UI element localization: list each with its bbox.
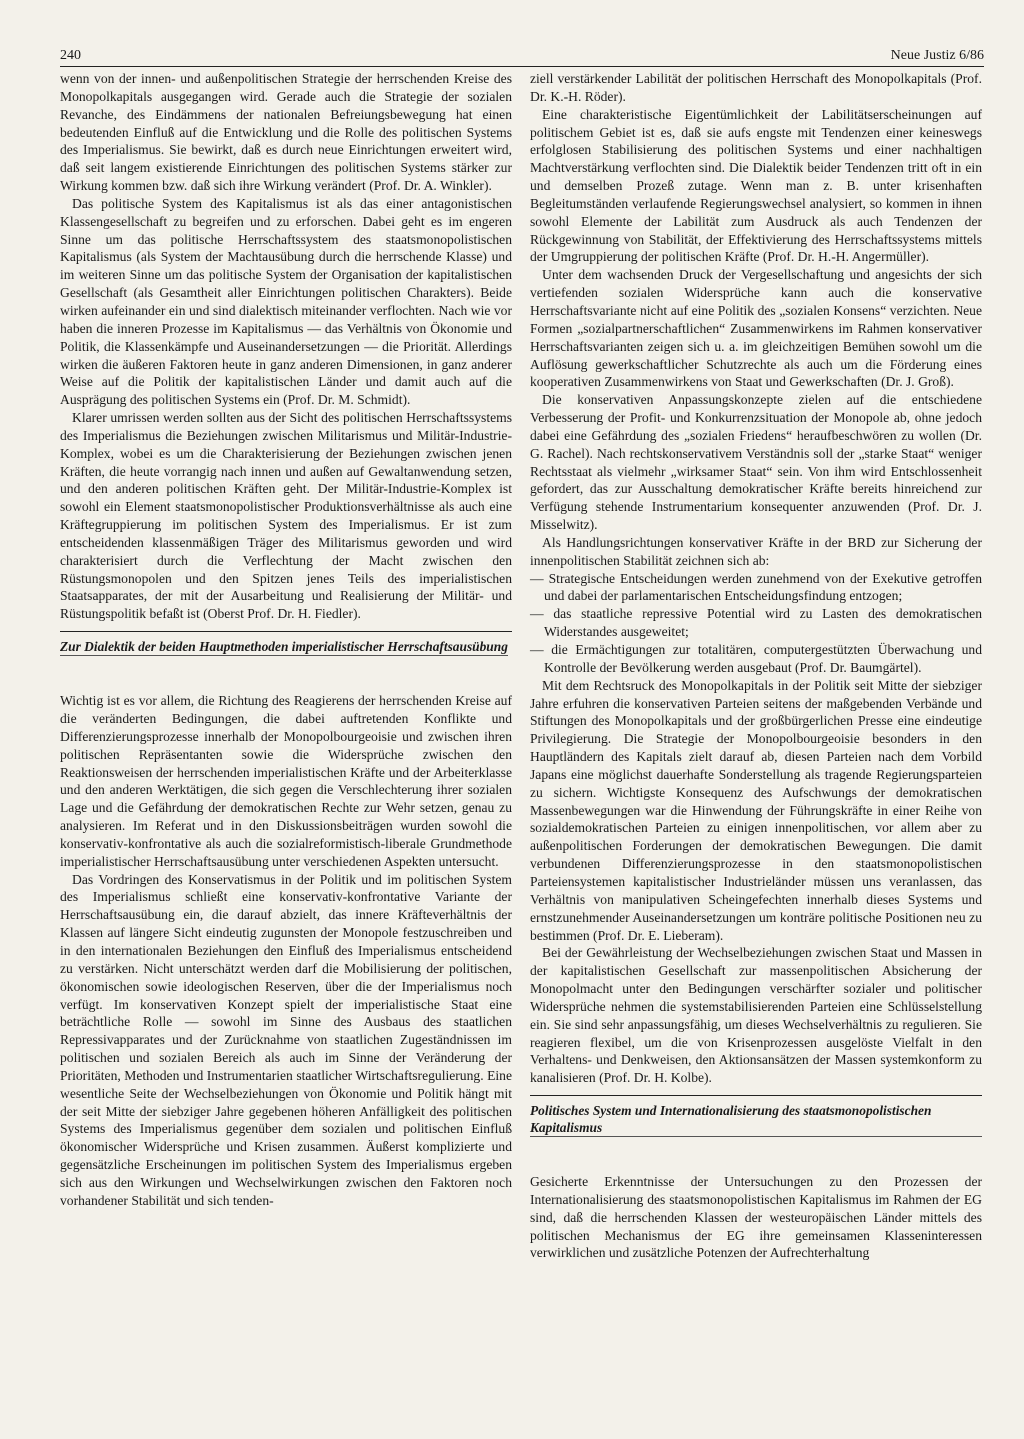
paragraph: Die konservativen Anpassungskonzepte zielen auf die entschiedene Verbesserung der Profit- und Konkurrenzsituation der Monopole ab, ohne jedoch dabei eine Gefährdung des „sozialen Friedens“ heraufbeschwören zu wollen (Dr. G. Rachel). Nach rechtskonservativem Verständnis soll der „starke Staat“ weniger Rechtsstaat als vielmehr „wirksamer Staat“ sein. Von ihm wird Entschlossenheit gefordert, das zur Ausschaltung demokratischer Kräfte bereits hinreichend zur Verfügung stehende Instrumentarium konsequenter anzuwenden (Prof. Dr. J. Misselwitz). (530, 392, 982, 533)
right-column (530, 70, 982, 1262)
bullet-list (530, 570, 982, 677)
journal-issue: Neue Justiz 6/86 (890, 48, 984, 63)
list-item: — die Ermächtigungen zur totalitären, computergestützten Überwachung und Kontrolle der Bevölkerung werden ausgebaut (Prof. Dr. Baumgärtel). (530, 641, 982, 677)
section-heading (530, 1095, 982, 1137)
list-item: — das staatliche repressive Potential wird zu Lasten des demokratischen Widerstandes ausgeweitet; (530, 605, 982, 641)
paragraph: Unter dem wachsenden Druck der Vergesellschaftung und angesichts der sich vertiefenden sozialen Widersprüche kann auch die konservative Herrschaftsvariante nicht auf eine Politik des „sozialen Konsens“ verzichten. Neue Formen „sozialpartnerschaftlichen“ Zusammenwirkens im Rahmen konservativer Herrschaftsvarianten zeigen sich u. a. im gleichzeitigen Bemühen sowohl um die Auflösung gewerkschaftlicher Schutzrechte als auch um die Förderung eines kooperativen Zusammenwirkens von Staat und Gewerkschaften (Dr. J. Groß). (530, 267, 982, 390)
page-number: 240 (60, 48, 81, 63)
list-item: — Strategische Entscheidungen werden zunehmend von der Exekutive getroffen und dabei der parlamentarischen Entscheidungsfindung entzogen; (530, 570, 982, 606)
section-heading (60, 631, 512, 656)
paragraph: Das politische System des Kapitalismus ist als das einer antagonistischen Klassengesellschaft zu begreifen und zu erforschen. Dabei geht es im engeren Sinne um das politische Herrschaftssystem des staatsmonopolistischen Kapitalismus (als System der Machtausübung durch die herrschende Klasse) und im weiteren Sinne um das politische System der Organisation der kapitalistischen Gesellschaft (als Gesamtheit aller Einrichtungen politischen Charakters). Beide wirken aufeinander ein und sind dialektisch miteinander verflochten. Nach wie vor haben die inneren Prozesse im Kapitalismus — das Verhältnis von Ökonomie und Politik, die Klassenkämpfe und Auseinandersetzungen — die Priorität. Allerdings wirken die äußeren Faktoren heute in ganz anderen Dimensionen, in ganz anderer Weise auf die Politik der kapitalistischen Länder und damit auch auf die Ausprägung des politischen Systems ein (Prof. Dr. M. Schmidt). (60, 195, 512, 408)
paragraph: Klarer umrissen werden sollten aus der Sicht des politischen Herrschaftssystems des Imperialismus die Beziehungen zwischen Militarismus und Militär-Industrie-Komplex, wobei es um die Charakterisierung der Beziehungen zwischen jenen Kräften, die heute vorrangig nach innen und außen auf Gewaltanwendung setzen, und den anderen politischen Kräften geht. Der Militär-Industrie-Komplex ist sowohl ein Element staatsmonopolistischer Produktionsverhältnisse als auch eine Kräftegruppierung im politischen System des Imperialismus. Er ist zum entscheidenden klassenmäßigen Träger des Militarismus geworden und wird charakterisiert durch die Verflechtung der Macht zwischen den Rüstungsmonopolen und den Spitzen jenes Teils des imperialistischen Staatsapparates, der mit der Ausarbeitung und Realisierung der Militär- und Rüstungspolitik befaßt ist (Oberst Prof. Dr. H. Fiedler). (60, 410, 512, 622)
page-header (60, 40, 984, 67)
paragraph: Wichtig ist es vor allem, die Richtung des Reagierens der herrschenden Kreise auf die veränderten Bedingungen, die dabei auftretenden Konflikte und Differenzierungsprozesse innerhalb der Monopolbourgeoisie und zwischen ihren politischen Repräsentanten sowie die Widersprüche zwischen den Reaktionsweisen der herrschenden imperialistischen Kräfte und der Arbeiterklasse und den anderen Werktätigen, die sich gegen die Verschlechterung ihrer sozialen Lage und die Gefährdung der demokratischen Rechte zur Wehr setzen, genau zu analysieren. Im Referat und in den Diskussionsbeiträgen wurden sowohl die konservativ-konfrontative als auch die sozialreformistisch-liberale Grundmethode imperialistischer Herrschaftsausübung unter verschiedenen Aspekten untersucht. (60, 693, 512, 869)
section-heading-text: Zur Dialektik der beiden Hauptmethoden imperialistischer Herrschaftsausübung (60, 639, 508, 655)
section-heading-text: Politisches System und Internationalisierung des staatsmonopolistischen Kapitalismus (530, 1102, 982, 1137)
paragraph: Das Vordringen des Konservatismus in der Politik und im politischen System des Imperialismus schließt eine konservativ-konfrontative Variante der Herrschaftsausübung ein, die darauf abzielt, das innere Kräfteverhältnis der Klassen auf längere Sicht eindeutig zugunsten der Monopole festzuschreiben und in den internationalen Beziehungen den Einfluß des Imperialismus entscheidend zu verstärken. Nicht unterschätzt werden darf die Mobilisierung der politischen, ökonomischen sowie ideologischen Reserven, über die der Imperialismus noch verfügt. Im konservativen Konzept spielt der imperialistische Staat eine beträchtliche Rolle — sowohl im Sinne des Ausbaus des staatlichen Repressivapparates und der Zurücknahme von staatlichen Zugeständnissen im politischen und sozialen Bereich als auch im Sinne der Veränderung der Prioritäten, Methoden und Instrumentarien staatlicher Wirtschaftsregulierung. Eine wesentliche Seite der Wechselbeziehungen von Ökonomie und Politik hängt mit der seit Mitte der siebziger Jahre gegebenen höheren Anfälligkeit des politischen Systems des Imperialismus gegenüber dem sozialen und politischen Einfluß ökonomischer Widersprüche und Krisen zusammen. Äußerst komplizierte und gegensätzliche Erscheinungen im politischen System des Imperialismus ergeben sich aus den Wirkungen und Wechselwirkungen zwischen den Faktoren noch vorhandener Stabilität und sich tenden- (60, 871, 512, 1208)
paragraph: Mit dem Rechtsruck des Monopolkapitals in der Politik seit Mitte der siebziger Jahre erfuhren die konservativen Parteien seitens der maßgebenden Verbände und Stiftungen des Monopolkapitals und der großbürgerlichen Presse eine eindeutige Privilegierung. Die Strategie der Monopolbourgeoisie besonders in den Hauptländern des Kapitals zielt darauf ab, diesen Parteien nach dem Vorbild Japans eine möglichst dauerhafte Sonderstellung als tragende Regierungsparteien zu sichern. Wichtigste Konsequenz des Aufschwungs der demokratischen Massenbewegungen war die Hinwendung der Führungskräfte in einer Reihe von sozialdemokratischen Parteien zu einigen innenpolitischen, vor allem aber zu außenpolitischen Forderungen der demokratischen Bewegungen. Die damit verbundenen Differenzierungsprozesse in den staatsmonopolistischen Parteiensystemen kapitalistischer Industrieländer müssen uns veranlassen, das Verhältnis von manipulativen Scheingefechten innerhalb dieses Systems und ernstzunehmender Auseinandersetzungen um konträre politische Positionen neu zu bestimmen (Prof. Dr. E. Lieberam). (530, 677, 982, 943)
paragraph: ziell verstärkender Labilität der politischen Herrschaft des Monopolkapitals (Prof. Dr. K.-H. Röder). (530, 71, 982, 104)
paragraph: wenn von der innen- und außenpolitischen Strategie der herrschenden Kreise des Monopolkapitals ausgegangen wird. Gerade auch die Strategie der sozialen Revanche, des Eindämmens der nationalen Befreiungsbewegung hat einen bedeutenden Einfluß auf die Entwicklung und die Rolle des politischen Systems des Imperialismus. Sie bewirkt, daß es durch neue Einrichtungen erweitert wird, daß seit langem existierende Einrichtungen des politischen Systems stärker zur Wirkung kommen bzw. daß sich ihre Wirkung verändert (Prof. Dr. A. Winkler). (60, 71, 512, 194)
paragraph: Eine charakteristische Eigentümlichkeit der Labilitätserscheinungen auf politischem Gebiet ist es, daß sie aufs engste mit Tendenzen einer keineswegs erfolglosen Stabilisierung des politischen Systems und einer nachhaltigen Machtverstärkung verflochten sind. Die Dialektik beider Tendenzen tritt oft in ein und demselben Prozeß zutage. Wenn man z. B. unter krisenhaften Begleitumständen verlaufende Regierungswechsel analysiert, so kommen in ihnen sowohl Elemente der Labilität zum Ausdruck als auch Tendenzen der Rückgewinnung von Stabilität, der Effektivierung des Herrschaftssystems mittels der Umgruppierung der politischen Kräfte (Prof. Dr. H.-H. Angermüller). (530, 106, 982, 265)
paragraph: Bei der Gewährleistung der Wechselbeziehungen zwischen Staat und Massen in der kapitalistischen Gesellschaft zur massenpolitischen Absicherung der Monopolmacht unter den Bedingungen verschärfter sozialer und politischer Widersprüche nehmen die systemstabilisierenden Parteien eine Schlüsselstellung ein. Sie sind sehr anpassungsfähig, um dieses Wechselverhältnis zu regulieren. Sie reagieren flexibel, um die von Krisenprozessen ausgelöste Vielfalt in den Verhaltens- und Denkweisen, den Aktionsansätzen der Massen systemkonform zu kanalisieren (Prof. Dr. H. Kolbe). (530, 945, 982, 1086)
left-column (60, 70, 512, 1210)
paragraph: Als Handlungsrichtungen konservativer Kräfte in der BRD zur Sicherung der innenpolitischen Stabilität zeichnen sich ab: (530, 534, 982, 568)
paragraph: Gesicherte Erkenntnisse der Untersuchungen zu den Prozessen der Internationalisierung des staatsmonopolistischen Kapitalismus im Rahmen der EG sind, daß die herrschenden Klassen der westeuropäischen Länder mittels des politischen Mechanismus der EG ihre gemeinsamen Klasseninteressen verwirklichen und zusätzliche Potenzen der Aufrechterhaltung (530, 1174, 982, 1261)
